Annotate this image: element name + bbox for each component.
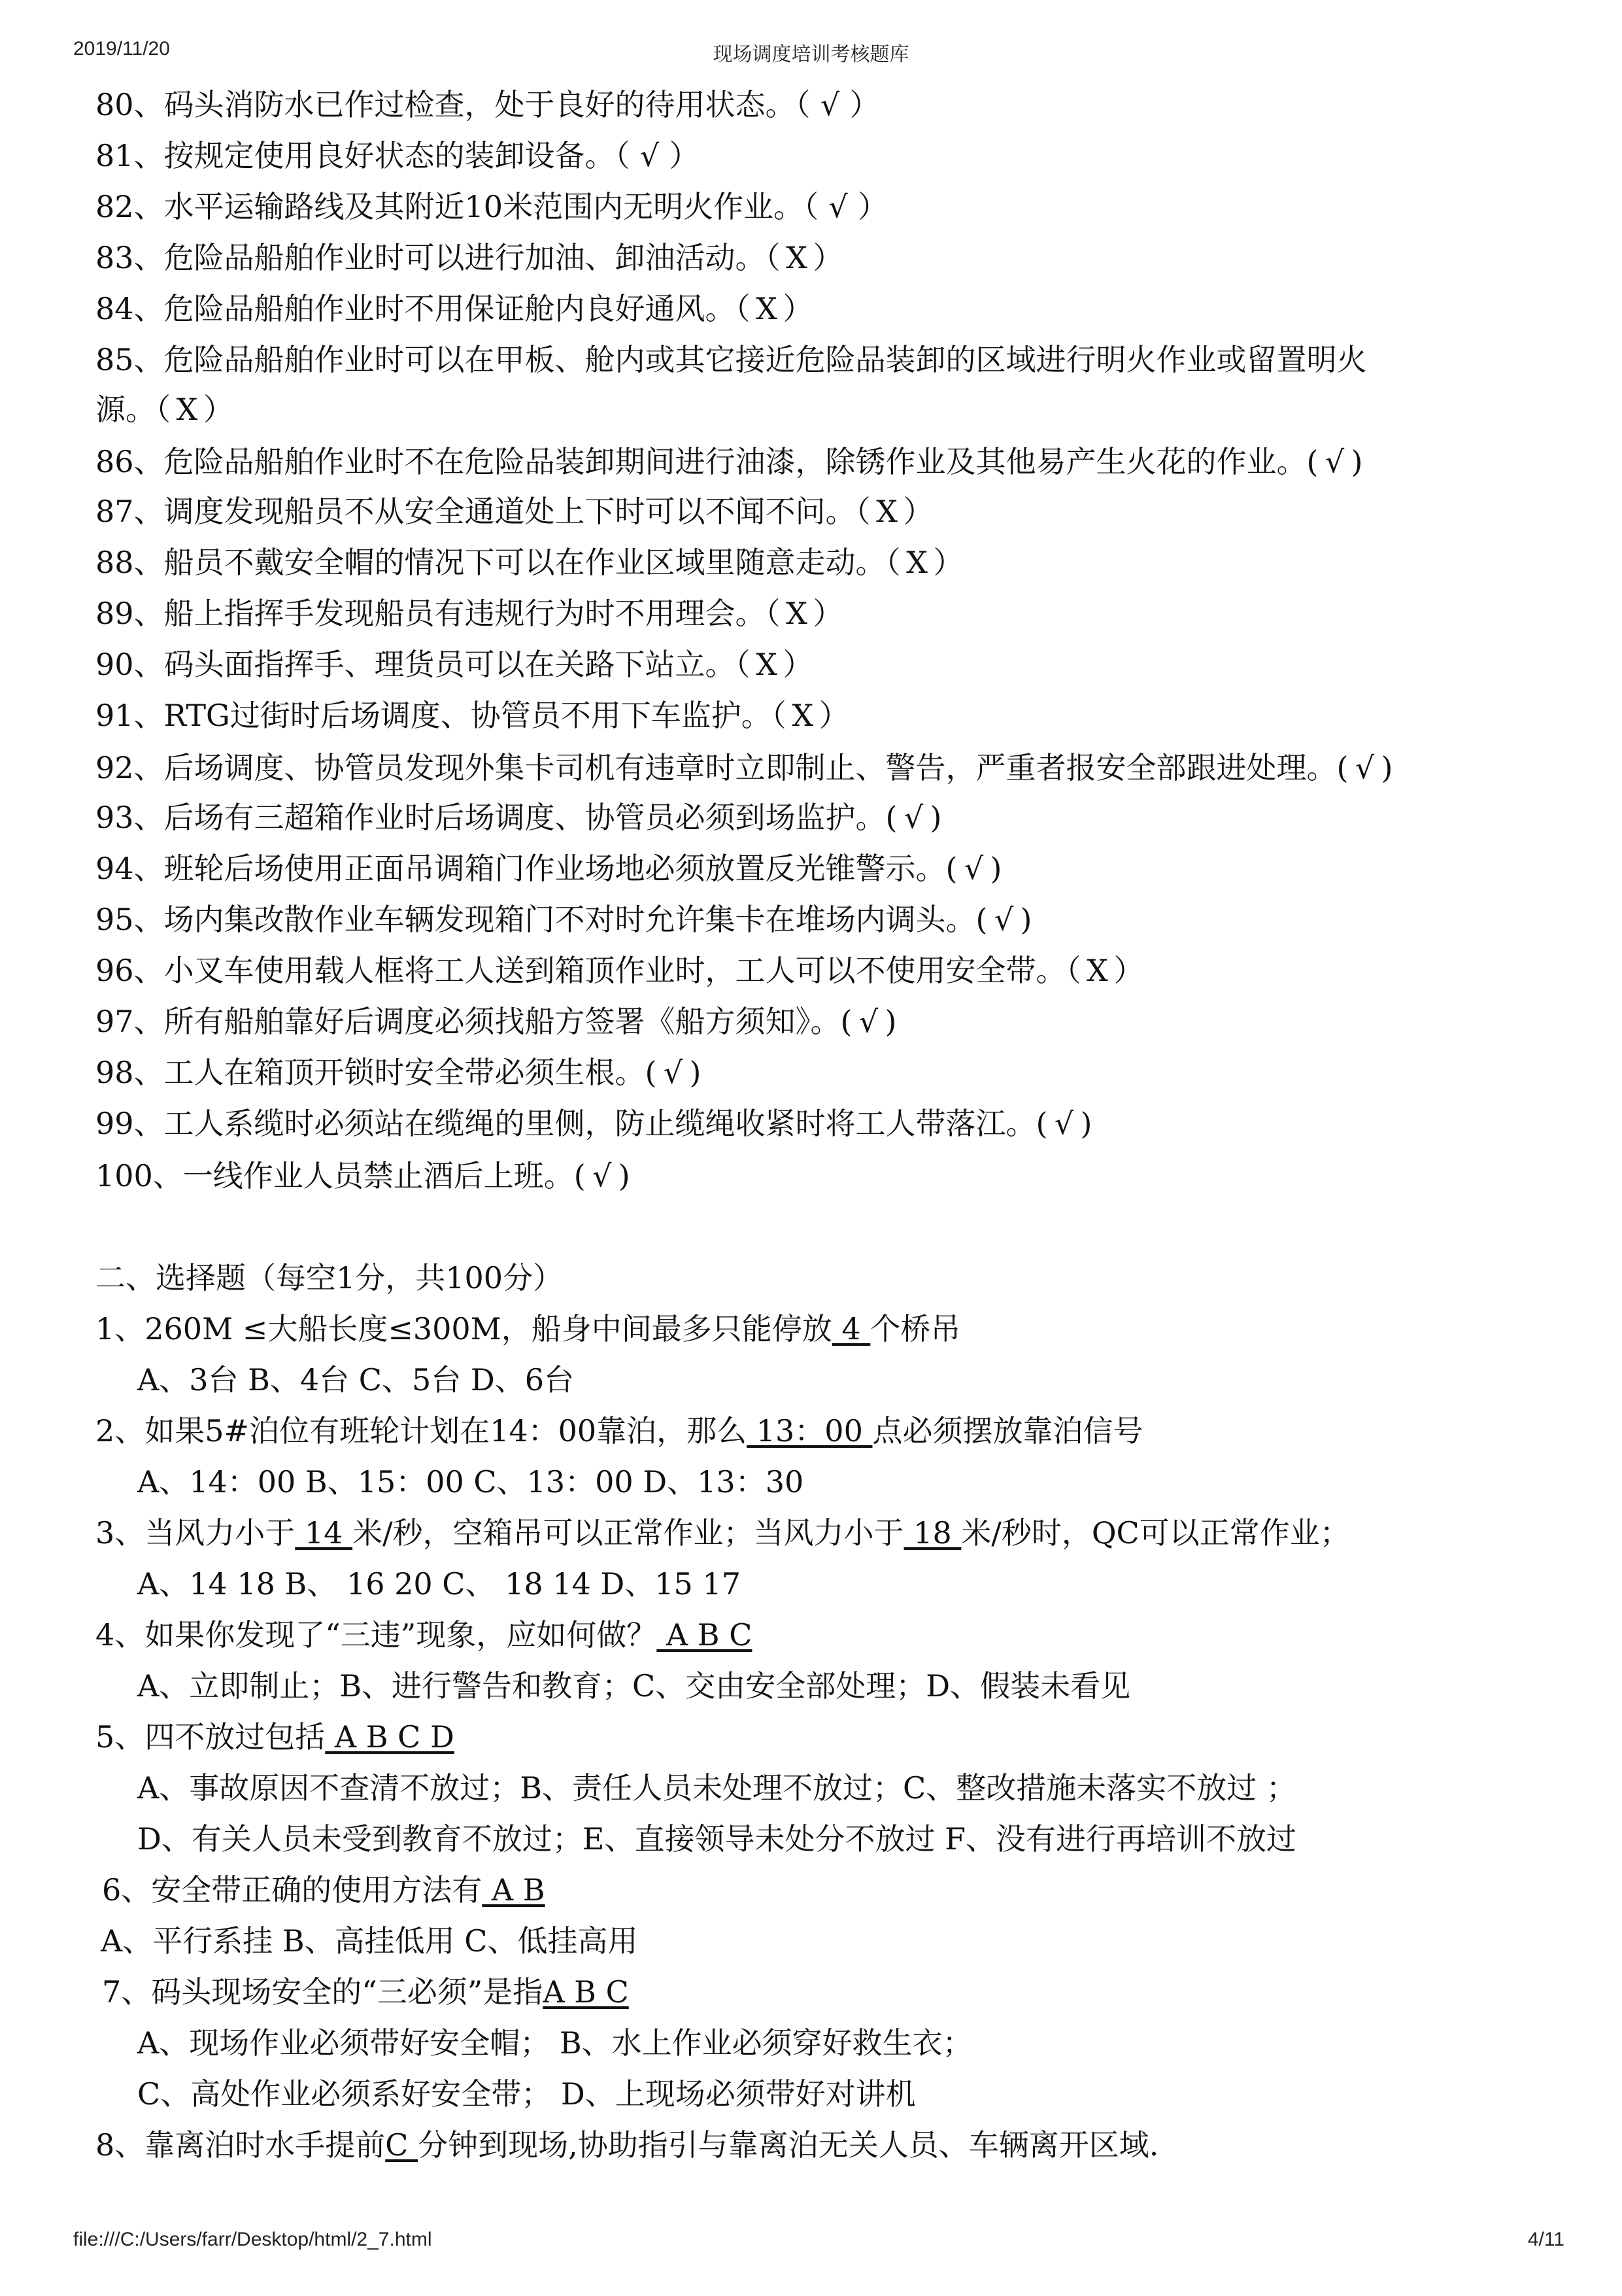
- close-paren: ): [1080, 1106, 1092, 1141]
- close-paren: ）: [203, 392, 233, 427]
- answer-blank: 14: [295, 1515, 353, 1551]
- question-text-tail: 分钟到现场,协助指引与靠离泊无关人员、车辆离开区域.: [418, 2127, 1159, 2163]
- question-text: 98、工人在箱顶开锁时安全带必须生根。(: [95, 1055, 657, 1090]
- answer-mark: X: [786, 240, 807, 275]
- answer-mark: X: [876, 494, 898, 529]
- judgement-item: [95, 1053, 701, 1092]
- judgement-item: [95, 390, 233, 429]
- question-text: 93、后场有三超箱作业时后场调度、协管员必须到场监护。(: [95, 800, 898, 835]
- answer-mark: X: [756, 291, 777, 326]
- answer-mark: √: [592, 1158, 612, 1193]
- judgement-item: [95, 85, 880, 124]
- question-text: 86、危险品船舶作业时不在危险品装卸期间进行油漆，除锈作业及其他易产生火花的作业。(: [95, 444, 1319, 479]
- close-paren: ）: [783, 291, 813, 326]
- question-text: 83、危险品船舶作业时可以进行加油、卸油活动。（: [95, 240, 781, 275]
- question-text: 91、RTG过街时后场调度、协管员不用下车监护。（: [95, 698, 786, 733]
- answer-mark: √: [904, 800, 924, 835]
- judgement-item: [95, 645, 813, 684]
- choice-options: A、现场作业必须带好安全帽； B、水上作业必须穿好救生衣；: [137, 2025, 973, 2061]
- close-paren: ): [1381, 750, 1393, 785]
- question-text: 89、船上指挥手发现船员有违规行为时不用理会。（: [95, 596, 781, 631]
- judgement-item: [95, 1002, 896, 1041]
- answer-mark: X: [786, 596, 807, 631]
- question-text: 82、水平运输路线及其附近10米范围内无明火作业。（: [95, 189, 819, 224]
- close-paren: ）: [669, 138, 700, 173]
- choice-question: [95, 1717, 454, 1756]
- judgement-item: [95, 492, 934, 531]
- question-text: 4、如果你发现了“三违”现象，应如何做？: [95, 1617, 657, 1653]
- answer-blank: A B C: [543, 1974, 629, 2010]
- judgement-item: [95, 543, 964, 582]
- judgement-item: [95, 187, 888, 226]
- question-text: 2、如果5#泊位有班轮计划在14：00靠泊，那么: [95, 1413, 747, 1448]
- choice-question: [102, 1870, 545, 1910]
- close-paren: ）: [813, 596, 843, 631]
- answer-mark: √: [1054, 1106, 1074, 1141]
- judgement-item: [95, 442, 1362, 481]
- judgement-item: [95, 289, 813, 328]
- question-text: 5、四不放过包括: [95, 1719, 326, 1755]
- choice-options: A、3台 B、4台 C、5台 D、6台: [137, 1362, 575, 1397]
- judgement-item: [95, 1156, 630, 1195]
- answer-blank: A B C D: [325, 1719, 454, 1755]
- question-text-mid: 米/秒，空箱吊可以正常作业；当风力小于: [352, 1515, 904, 1551]
- print-date: 2019/11/20: [73, 38, 170, 60]
- answer-mark: X: [906, 545, 928, 580]
- close-paren: ）: [783, 647, 813, 682]
- answer-mark: X: [756, 647, 777, 682]
- choice-options: C、高处作业必须系好安全带； D、上现场必须带好对讲机: [137, 2076, 916, 2112]
- question-text: 3、当风力小于: [95, 1515, 296, 1551]
- choice-question: [95, 1615, 752, 1654]
- question-text: 96、小叉车使用载人框将工人送到箱顶作业时，工人可以不使用安全带。（: [95, 953, 1081, 988]
- judgement-item: [95, 900, 1032, 939]
- answer-blank: 4: [832, 1311, 871, 1346]
- choice-options: A、平行系挂 B、高挂低用 C、低挂高用: [101, 1923, 638, 1959]
- question-text: 92、后场调度、协管员发现外集卡司机有违章时立即制止、警告，严重者报安全部跟进处理。(: [95, 750, 1349, 785]
- choice-question: [102, 1972, 629, 2012]
- question-text: 97、所有船舶靠好后调度必须找船方签署《船方须知》。(: [95, 1004, 853, 1039]
- choice-options: A、立即制止；B、进行警告和教育；C、交由安全部处理；D、假装未看见: [137, 1668, 1131, 1704]
- choice-options: A、事故原因不查清不放过；B、责任人员未处理不放过；C、整改措施未落实不放过 ；: [137, 1770, 1296, 1806]
- question-text: 85、危险品船舶作业时可以在甲板、舱内或其它接近危险品装卸的区域进行明火作业或留置明火: [95, 342, 1367, 377]
- close-paren: ）: [819, 698, 849, 733]
- choice-options: D、有关人员未受到教育不放过；E、直接领导未处分不放过 F、没有进行再培训不放过: [137, 1821, 1296, 1857]
- answer-mark: √: [1325, 444, 1345, 479]
- page-number: 4/11: [1527, 2229, 1564, 2250]
- answer-mark: √: [828, 189, 848, 224]
- close-paren: ）: [858, 189, 888, 224]
- question-text: 84、危险品船舶作业时不用保证舱内良好通风。（: [95, 291, 751, 326]
- close-paren: ): [618, 1158, 630, 1193]
- close-paren: ）: [849, 87, 880, 122]
- answer-blank: A B C: [656, 1617, 752, 1653]
- close-paren: ）: [903, 494, 934, 529]
- answer-mark: X: [1087, 953, 1108, 988]
- close-paren: ): [885, 1004, 897, 1039]
- question-text-tail: 点必须摆放靠泊信号: [872, 1413, 1143, 1448]
- question-text: 6、安全带正确的使用方法有: [102, 1872, 482, 1908]
- answer-mark: X: [176, 392, 198, 427]
- choice-options: A、14：00 B、15：00 C、13：00 D、13：30: [137, 1464, 804, 1499]
- answer-blank: 18: [904, 1515, 962, 1551]
- judgement-item: [95, 951, 1144, 990]
- answer-mark: √: [639, 138, 660, 173]
- answer-mark: √: [964, 851, 984, 886]
- question-text: 90、码头面指挥手、理货员可以在关路下站立。（: [95, 647, 751, 682]
- answer-mark: √: [663, 1055, 683, 1090]
- judgement-item: [95, 136, 700, 175]
- question-text: 80、码头消防水已作过检查，处于良好的待用状态。（: [95, 87, 811, 122]
- choice-question: [95, 2125, 1158, 2165]
- judgement-item: [95, 238, 843, 277]
- question-text: 95、场内集改散作业车辆发现箱门不对时允许集卡在堆场内调头。(: [95, 902, 988, 937]
- close-paren: ): [1020, 902, 1032, 937]
- judgement-item: [95, 798, 941, 837]
- file-path: file:///C:/Users/farr/Desktop/html/2_7.html: [73, 2229, 432, 2250]
- answer-mark: X: [792, 698, 814, 733]
- judgement-item: [95, 696, 849, 735]
- question-text: 88、船员不戴安全帽的情况下可以在作业区域里随意走动。（: [95, 545, 901, 580]
- choice-question: [95, 1513, 1350, 1552]
- close-paren: ): [689, 1055, 701, 1090]
- question-text-tail: 个桥吊: [870, 1311, 961, 1346]
- judgement-item: [95, 340, 1367, 379]
- judgement-item: [95, 748, 1393, 787]
- answer-mark: √: [858, 1004, 879, 1039]
- question-text-tail: 米/秒时，QC可以正常作业；: [961, 1515, 1350, 1551]
- question-text: 81、按规定使用良好状态的装卸设备。（: [95, 138, 630, 173]
- judgement-item: [95, 849, 1002, 888]
- choice-question: [95, 1309, 960, 1348]
- close-paren: ）: [813, 240, 843, 275]
- close-paren: ）: [933, 545, 964, 580]
- answer-mark: √: [820, 87, 840, 122]
- choice-question: [95, 1411, 1143, 1450]
- question-text: 87、调度发现船员不从安全通道处上下时可以不闻不问。（: [95, 494, 871, 529]
- answer-mark: √: [994, 902, 1014, 937]
- answer-mark: √: [1355, 750, 1375, 785]
- answer-blank: A B: [482, 1872, 545, 1908]
- close-paren: ): [990, 851, 1002, 886]
- question-text: 8、靠离泊时水手提前: [95, 2127, 386, 2163]
- question-text: 7、码头现场安全的“三必须”是指: [102, 1974, 543, 2010]
- close-paren: ): [1351, 444, 1363, 479]
- judgement-item: [95, 1104, 1092, 1143]
- close-paren: ): [930, 800, 942, 835]
- judgement-item: [95, 594, 843, 633]
- question-text: 94、班轮后场使用正面吊调箱门作业场地必须放置反光锥警示。(: [95, 851, 958, 886]
- question-text: 1、260M ≤大船长度≤300M，船身中间最多只能停放: [95, 1311, 832, 1346]
- answer-blank: 13：00: [747, 1413, 873, 1448]
- section-heading: 二、选择题（每空1分，共100分）: [95, 1260, 564, 1295]
- question-text: 100、一线作业人员禁止酒后上班。(: [95, 1158, 586, 1193]
- close-paren: ）: [1113, 953, 1144, 988]
- question-text: 99、工人系缆时必须站在缆绳的里侧，防止缆绳收紧时将工人带落江。(: [95, 1106, 1048, 1141]
- choice-options: A、14 18 B、 16 20 C、 18 14 D、15 17: [137, 1566, 741, 1602]
- answer-blank: C: [385, 2127, 418, 2163]
- page-title: 现场调度培训考核题库: [713, 44, 909, 65]
- question-text: 源。（: [95, 392, 171, 427]
